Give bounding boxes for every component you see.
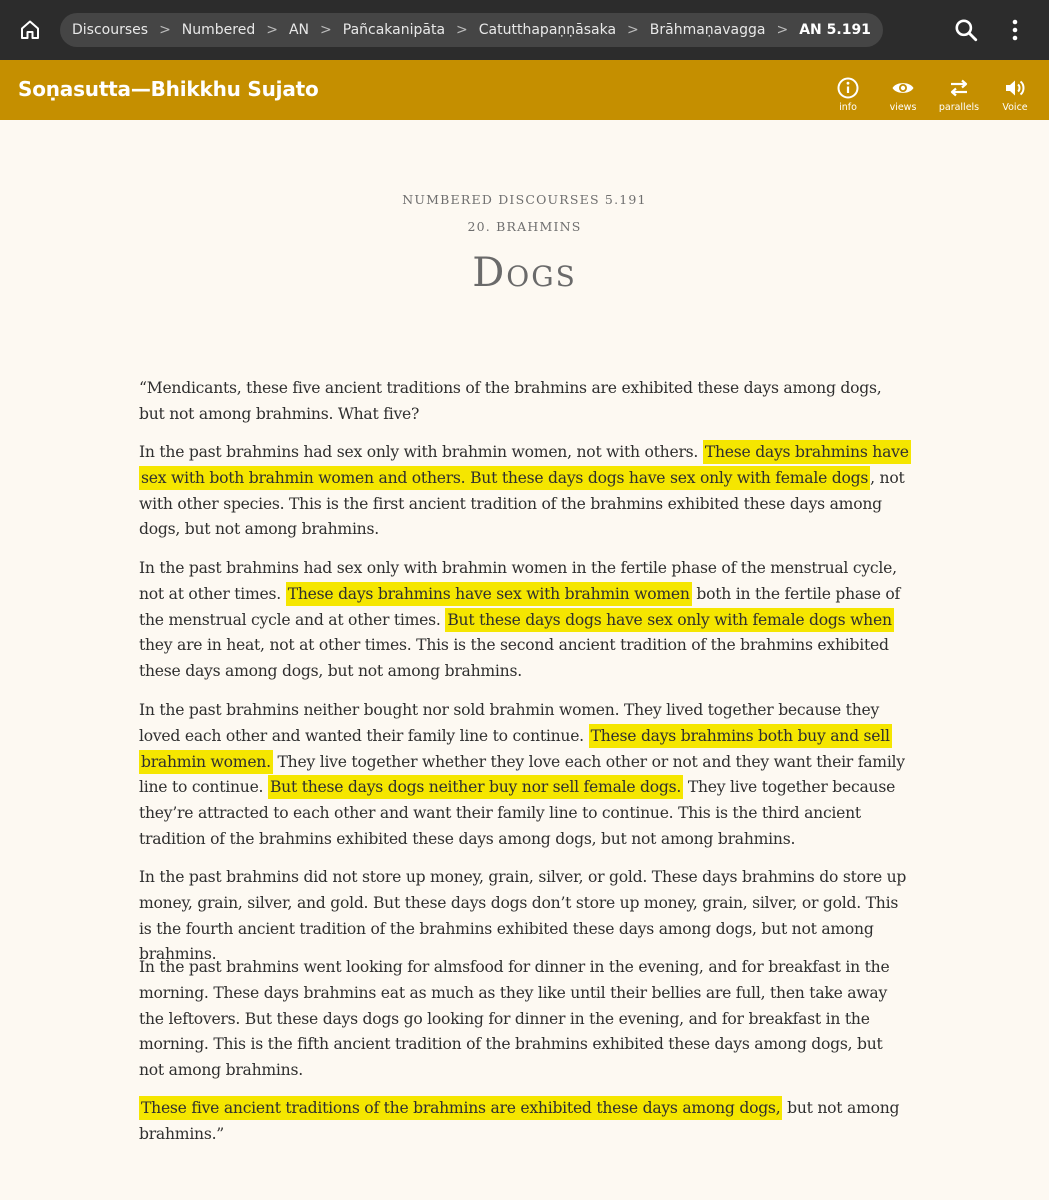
chevron-right-icon: > — [266, 22, 278, 38]
breadcrumb-item-numbered[interactable]: Numbered — [181, 22, 256, 38]
title-bar — [0, 60, 1049, 120]
top-navigation-bar — [0, 0, 1049, 60]
paragraph-tradition-5 — [139, 955, 909, 1084]
breadcrumb-item-an[interactable]: AN — [288, 22, 310, 38]
more-menu-button[interactable] — [1004, 17, 1026, 43]
views-label: views — [889, 102, 917, 113]
paragraph-tradition-1 — [139, 440, 909, 543]
paragraph-text: In the past brahmins had sex only with brahmin women, not with others. — [139, 443, 703, 461]
breadcrumb-item-catutthapannasaka[interactable]: Catutthapaṇṇāsaka — [478, 22, 617, 38]
info-button[interactable] — [822, 76, 874, 116]
paragraph-tradition-3 — [139, 698, 909, 853]
paragraph-tradition-2 — [139, 556, 909, 685]
paragraph-text: In the past brahmins went looking for almsfood for dinner in the evening, and for breakfast in the morning. These days brahmins eat as much as they like until their bellies are full, then take away the leftovers. But these days dogs go looking for dinner in the evening, and for breakfast in the morning. This is the fifth ancient tradition of the brahmins exhibited these days among dogs, but not among brahmins. — [139, 958, 890, 1080]
more-vertical-icon — [1004, 17, 1026, 43]
eye-icon — [891, 76, 915, 100]
breadcrumb-item-current[interactable]: AN 5.191 — [799, 22, 871, 38]
paragraph-text: but not among brahmins.” — [139, 1099, 900, 1143]
highlighted-text: But these days dogs neither buy nor sell female dogs. — [268, 775, 683, 799]
paragraph-text: , not with other species. This is the first ancient tradition of the brahmins exhibited these days among dogs, but not among brahmins. — [139, 468, 905, 539]
chevron-right-icon: > — [456, 22, 468, 38]
paragraph-text: In the past brahmins neither bought nor sold brahmin women. They lived together because they loved each other and wanted their family line to continue. — [139, 701, 880, 745]
paragraph-intro — [139, 376, 909, 428]
highlighted-text: These days brahmins both buy and sell brahmin women. — [139, 724, 892, 774]
views-button[interactable] — [877, 76, 929, 116]
voice-label: Voice — [1002, 102, 1028, 113]
page-title: Soṇasutta—Bhikkhu Sujato — [18, 77, 319, 101]
speaker-icon — [1003, 76, 1027, 100]
discourse-title: Dogs — [472, 250, 577, 296]
chevron-right-icon: > — [320, 22, 332, 38]
paragraph-text: both in the fertile phase of the menstrual cycle and at other times. — [139, 584, 901, 629]
breadcrumb-item-discourses[interactable]: Discourses — [72, 22, 149, 38]
chevron-right-icon: > — [776, 22, 789, 38]
info-icon — [836, 76, 860, 100]
info-label: info — [839, 102, 857, 113]
highlighted-text: These days brahmins have sex with both brahmin women and others. But these days dogs have sex only with female dogs — [139, 440, 911, 490]
chevron-right-icon: > — [627, 22, 639, 38]
breadcrumb — [60, 13, 883, 47]
parallels-button[interactable] — [933, 76, 985, 116]
breadcrumb-item-brahmanavagga[interactable]: Brāhmaṇavagga — [649, 22, 766, 38]
paragraph-text: they are in heat, not at other times. This is the second ancient tradition of the brahmins exhibited these days among dogs, but not among brahmins. — [139, 636, 889, 681]
paragraph-text: In the past brahmins did not store up money, grain, silver, or gold. These days brahmins do store up money, grain, silver, and gold. But these days dogs don’t store up money, grain, silver, or gold. This is the fourth ancient tradition of the brahmins exhibited these days among dogs, but not among brahmins. — [139, 868, 907, 964]
collection-heading: NUMBERED DISCOURSES 5.191 — [402, 192, 647, 207]
paragraph-conclusion — [139, 1096, 909, 1148]
search-button[interactable] — [953, 17, 979, 43]
highlighted-text: These days brahmins have sex with brahmin women — [286, 582, 692, 606]
paragraph-text: In the past brahmins had sex only with brahmin women in the fertile phase of the menstrual cycle, not at other times. — [139, 559, 897, 603]
arrows-swap-icon — [947, 76, 971, 100]
paragraph-text: They live together because they’re attracted to each other and want their family line to continue. This is the third ancient tradition of the brahmins exhibited these days among dogs, but not among brahmins. — [139, 778, 896, 848]
search-icon — [953, 17, 979, 43]
voice-button[interactable] — [989, 76, 1041, 116]
parallels-label: parallels — [938, 102, 980, 113]
breadcrumb-item-pancakanipata[interactable]: Pañcakanipāta — [342, 22, 446, 38]
vagga-heading: 20. BRAHMINS — [467, 219, 582, 234]
highlighted-text: These five ancient traditions of the brahmins are exhibited these days among dogs, — [139, 1096, 782, 1120]
chevron-right-icon: > — [159, 22, 171, 38]
paragraph-text: They live together whether they love each other or not and they want their family line to continue. — [139, 752, 905, 797]
paragraph-tradition-4 — [139, 865, 909, 968]
home-icon — [18, 18, 42, 42]
home-button[interactable] — [14, 14, 46, 46]
highlighted-text: But these days dogs have sex only with female dogs when — [445, 608, 893, 632]
paragraph-text: “Mendicants, these five ancient traditions of the brahmins are exhibited these days among dogs, but not among brahmins. What five? — [139, 379, 882, 423]
